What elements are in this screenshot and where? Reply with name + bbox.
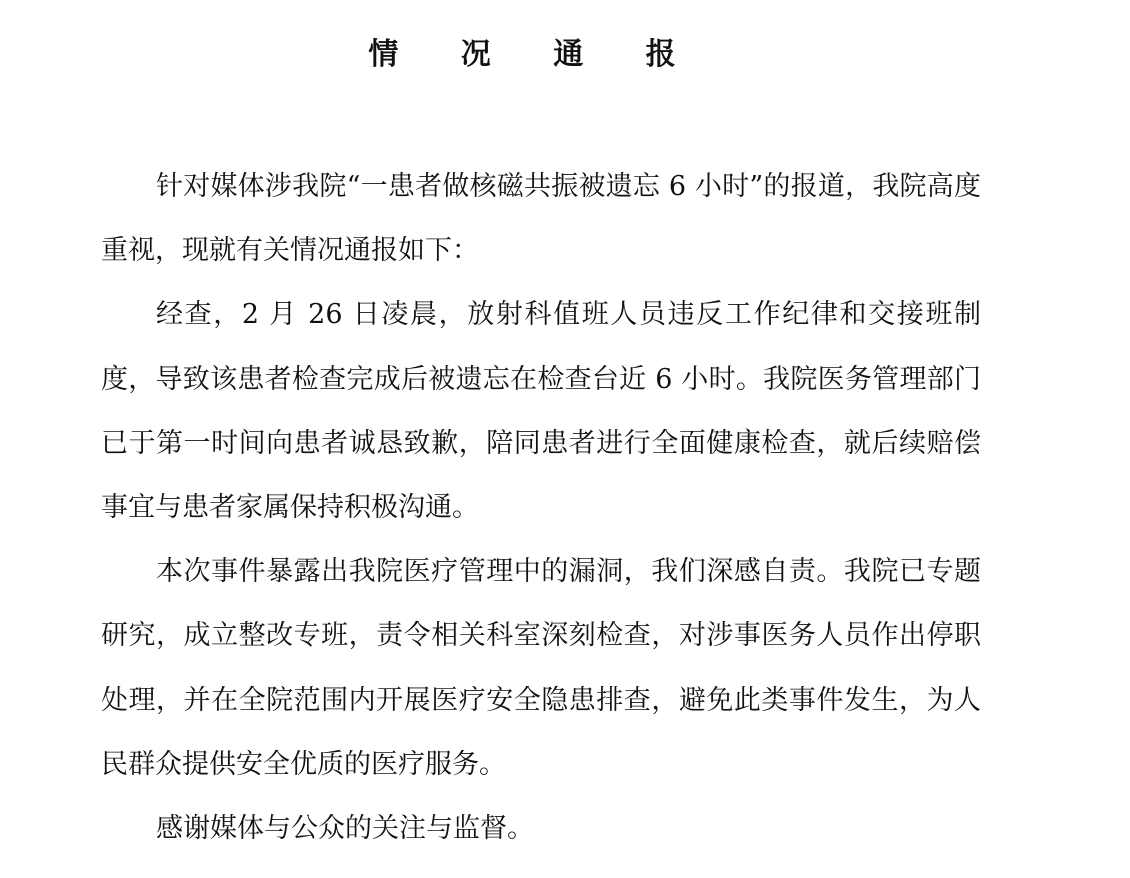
paragraph-investigation: 经查，2 月 26 日凌晨，放射科值班人员违反工作纪律和交接班制度，导致该患者检查完成后被遗忘在检查台近 6 小时。我院医务管理部门已于第一时间向患者诚恳致歉，陪同患者进行全面健康检查，就后续赔偿事宜与患者家属保持积极沟通。 [101, 299, 981, 524]
paragraph-intro: 针对媒体涉我院“一患者做核磁共振被遗忘 6 小时”的报道，我院高度重视，现就有关情况通报如下： [101, 171, 981, 267]
document-body [101, 155, 981, 861]
document-title: 情 况 通 报 [368, 37, 702, 72]
paragraph-rectification: 本次事件暴露出我院医疗管理中的漏洞，我们深感自责。我院已专题研究，成立整改专班，责令相关科室深刻检查，对涉事医务人员作出停职处理，并在全院范围内开展医疗安全隐患排查，避免此类事件发生，为人民群众提供安全优质的医疗服务。 [101, 556, 981, 780]
paragraph-thanks: 感谢媒体与公众的关注与监督。 [156, 813, 534, 845]
